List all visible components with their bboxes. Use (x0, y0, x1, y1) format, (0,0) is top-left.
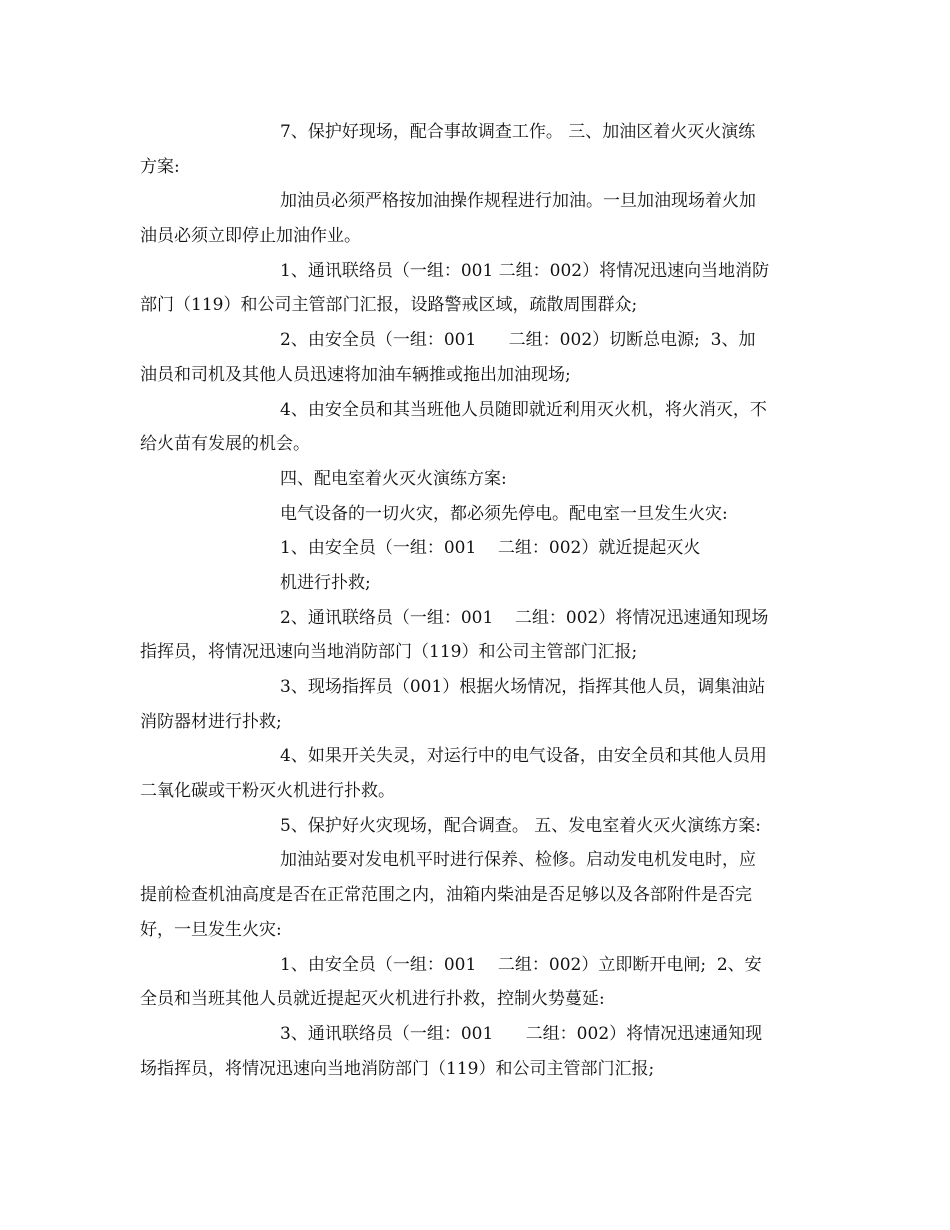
text-line: 1、通讯联络员（一组：001 二组：002）将情况迅速向当地消防 (280, 260, 770, 281)
text-line: 机进行扑救; (280, 572, 371, 593)
text-line: 好，一旦发生火灾: (140, 919, 282, 940)
text-line: 油员必须立即停止加油作业。 (140, 226, 361, 247)
text-line: 消防器材进行扑救; (140, 711, 282, 732)
text-line: 方案: (140, 156, 180, 177)
text-line: 3、通讯联络员（一组：001 二组：002）将情况迅速通知现 (280, 1023, 763, 1044)
text-line: 电气设备的一切火灾，都必须先停电。配电室一旦发生火灾: (280, 503, 728, 524)
section-heading: 四、配电室着火灭火演练方案: (280, 468, 507, 489)
text-line: 2、由安全员（一组：001 二组：002）切断总电源; 3、加 (280, 330, 756, 351)
text-line: 指挥员，将情况迅速向当地消防部门（119）和公司主管部门汇报; (140, 642, 638, 663)
text-line: 二氧化碳或干粉灭火机进行扑救。 (140, 781, 395, 802)
text-line: 提前检查机油高度是否在正常范围之内，油箱内柴油是否足够以及各部附件是否完 (140, 885, 752, 906)
text-line: 1、由安全员（一组：001 二组：002）立即断开电闸; 2、安 (280, 954, 762, 975)
document-body (140, 115, 812, 1086)
text-line: 4、如果开关失灵，对运行中的电气设备，由安全员和其他人员用 (280, 746, 767, 767)
text-line: 油员和司机及其他人员迅速将加油车辆推或拖出加油现场; (140, 364, 571, 385)
text-line: 4、由安全员和其当班他人员随即就近利用灭火机，将火消灭，不 (280, 399, 767, 420)
text-line: 加油站要对发电机平时进行保养、检修。启动发电机发电时，应 (280, 850, 756, 871)
text-line: 5、保护好火灾现场，配合调查。 五、发电室着火灭火演练方案: (280, 815, 761, 836)
text-line: 全员和当班其他人员就近提起灭火机进行扑救，控制火势蔓延: (140, 989, 605, 1010)
text-line: 2、通讯联络员（一组：001 二组：002）将情况迅速通知现场 (280, 607, 769, 628)
text-line: 部门（119）和公司主管部门汇报，设路警戒区域，疏散周围群众; (140, 295, 638, 316)
text-line: 给火苗有发展的机会。 (140, 434, 310, 455)
text-line: 7、保护好现场，配合事故调查工作。 三、加油区着火灭火演练 (280, 122, 756, 142)
text-line: 场指挥员，将情况迅速向当地消防部门（119）和公司主管部门汇报; (140, 1058, 655, 1079)
text-line: 3、现场指挥员（001）根据火场情况，指挥其他人员，调集油站 (280, 677, 766, 697)
text-line: 加油员必须严格按加油操作规程进行加油。一旦加油现场着火加 (280, 191, 756, 212)
text-line: 1、由安全员（一组：001 二组：002）就近提起灭火 (280, 538, 701, 559)
